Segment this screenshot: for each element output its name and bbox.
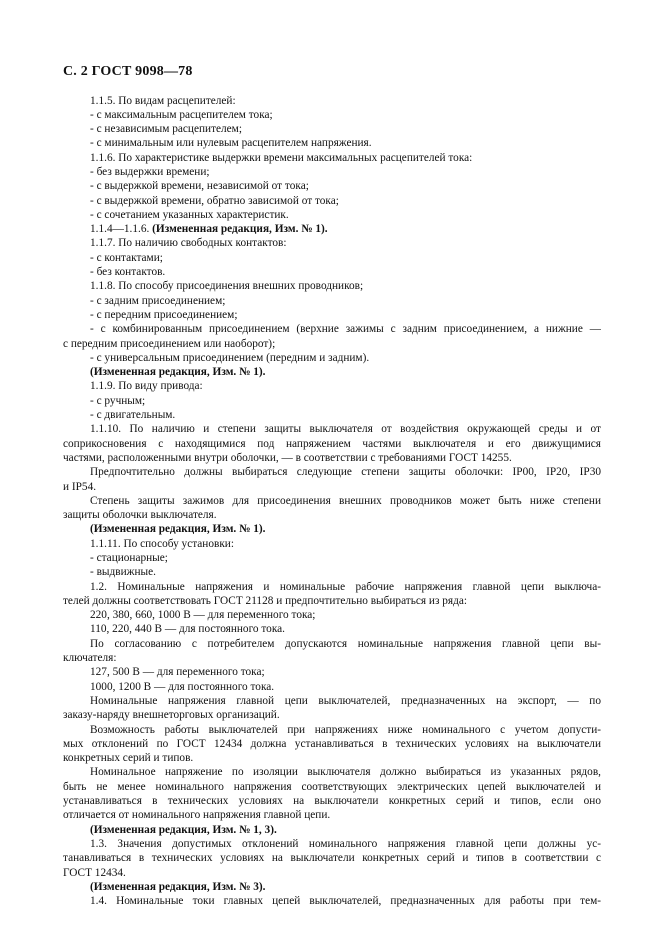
text-line: - стационарные; — [90, 552, 168, 564]
text-line: заказу-наряду внешнеторговых организаций. — [63, 709, 280, 722]
document-body — [63, 94, 601, 909]
text-line: - выдвижные. — [90, 566, 156, 579]
text-line: телей должны соответствовать ГОСТ 21128 и предпочтительно выбираться из ряда: — [63, 594, 467, 607]
text-line: мых отклонений по ГОСТ 12434 должна устанавливаться в технических условиях на выключатели — [63, 737, 601, 750]
text-line: - с ручным; — [90, 394, 146, 407]
text-line: 1.4. Номинальные токи главных цепей выключателей, предназначенных для работы при тем- — [90, 895, 601, 908]
text-line: - с максимальным расцепителем тока; — [90, 108, 273, 121]
text-line: - с двигательным. — [90, 409, 176, 422]
amendment-note: (Измененная редакция, Изм. № 1). — [90, 523, 266, 536]
text-line: - с универсальным присоединением (передним и задним). — [90, 351, 370, 364]
text-line: 1000, 1200 В — для постоянного тока. — [90, 680, 275, 693]
text-line: 1.1.9. По виду привода: — [90, 380, 203, 393]
text-line: 127, 500 В — для переменного тока; — [90, 666, 265, 679]
amendment-note: (Измененная редакция, Изм. № 1, 3). — [90, 823, 277, 836]
amendment-note: (Измененная редакция, Изм. № 1). — [90, 366, 266, 379]
text-line: - с комбинированным присоединением (верхние зажимы с задним присоединением, а нижние — — [90, 323, 601, 336]
text-line: - с контактами; — [90, 251, 163, 264]
text-line: быть не менее номинального напряжения соответствующих электрических цепей выключателей и — [63, 780, 601, 793]
text-line: - с задним присоединением; — [90, 294, 226, 307]
text-line: устанавливаться в технических условиях на выключатели конкретных серий и типов, если оно — [63, 795, 601, 808]
text-line: частями, расположенными внутри оболочки, — в соответствии с требованиями ГОСТ 14255. — [63, 451, 512, 464]
text-line: Возможность работы выключателей при напряжениях ниже номинального с учетом допусти- — [90, 723, 601, 736]
text-line: По согласованию с потребителем допускаются номинальные напряжения главной цепи вы- — [90, 637, 601, 650]
text-line: с передним присоединением или наоборот); — [63, 337, 276, 350]
text-line: - с передним присоединением; — [90, 308, 238, 321]
clause-range: 1.1.4—1.1.6. — [90, 223, 153, 236]
text-line: 220, 380, 660, 1000 В — для переменного тока; — [90, 609, 316, 622]
text-line: - без контактов. — [90, 266, 166, 279]
text-line: 110, 220, 440 В — для постоянного тока. — [90, 623, 285, 636]
text-line: 1.3. Значения допустимых отклонений номинального напряжения главной цепи должны ус- — [90, 837, 601, 850]
text-line: 1.1.6. По характеристике выдержки времени максимальных расцепителей тока: — [90, 151, 473, 164]
text-line: отличается от номинального напряжения главной цепи. — [63, 809, 331, 822]
text-line: 1.1.11. По способу установки: — [90, 537, 234, 550]
text-line: - с сочетанием указанных характеристик. — [90, 208, 289, 221]
text-line: - без выдержки времени; — [90, 165, 210, 178]
text-line: ГОСТ 12434. — [63, 866, 126, 879]
amendment-note: (Измененная редакция, Изм. № 3). — [90, 880, 266, 893]
text-line: 1.1.5. По видам расцепителей: — [90, 94, 236, 107]
text-line: и IP54. — [63, 480, 97, 493]
text-line: соприкосновения с находящимися под напряжением частями выключателя и его движущимися — [63, 437, 601, 450]
page-header: С. 2 ГОСТ 9098—78 — [63, 64, 193, 79]
text-line: - с минимальным или нулевым расцепителем напряжения. — [90, 137, 372, 150]
text-line: - с выдержкой времени, независимой от тока; — [90, 180, 309, 193]
amendment-note: (Измененная редакция, Изм. № 1). — [152, 223, 328, 236]
text-line — [63, 222, 601, 236]
text-line: защиты оболочки выключателя. — [63, 509, 217, 522]
text-line: ключателя: — [63, 652, 117, 665]
text-line: Номинальное напряжение по изоляции выключателя должно выбираться из указанных рядов, — [90, 766, 601, 779]
text-line: 1.1.10. По наличию и степени защиты выключателя от воздействия окружающей среды и от — [90, 423, 601, 436]
text-line: 1.1.8. По способу присоединения внешних проводников; — [90, 280, 364, 293]
text-line: 1.1.7. По наличию свободных контактов: — [90, 237, 287, 250]
text-line: Степень защиты зажимов для присоединения внешних проводников может быть ниже степени — [90, 494, 601, 507]
text-line: Номинальные напряжения главной цепи выключателей, предназначенных на экспорт, — по — [90, 694, 601, 707]
text-line: Предпочтительно должны выбираться следующие степени защиты оболочки: IP00, IP20, IP30 — [90, 466, 601, 479]
text-line: танавливаться в технических условиях на выключатели конкретных серий и типов в соответствии с — [63, 852, 601, 865]
text-line: - с выдержкой времени, обратно зависимой от тока; — [90, 194, 339, 207]
text-line: конкретных серий и типов. — [63, 752, 194, 765]
text-line: 1.2. Номинальные напряжения и номинальные рабочие напряжения главной цепи выключа- — [90, 580, 601, 593]
text-line: - с независимым расцепителем; — [90, 123, 242, 136]
